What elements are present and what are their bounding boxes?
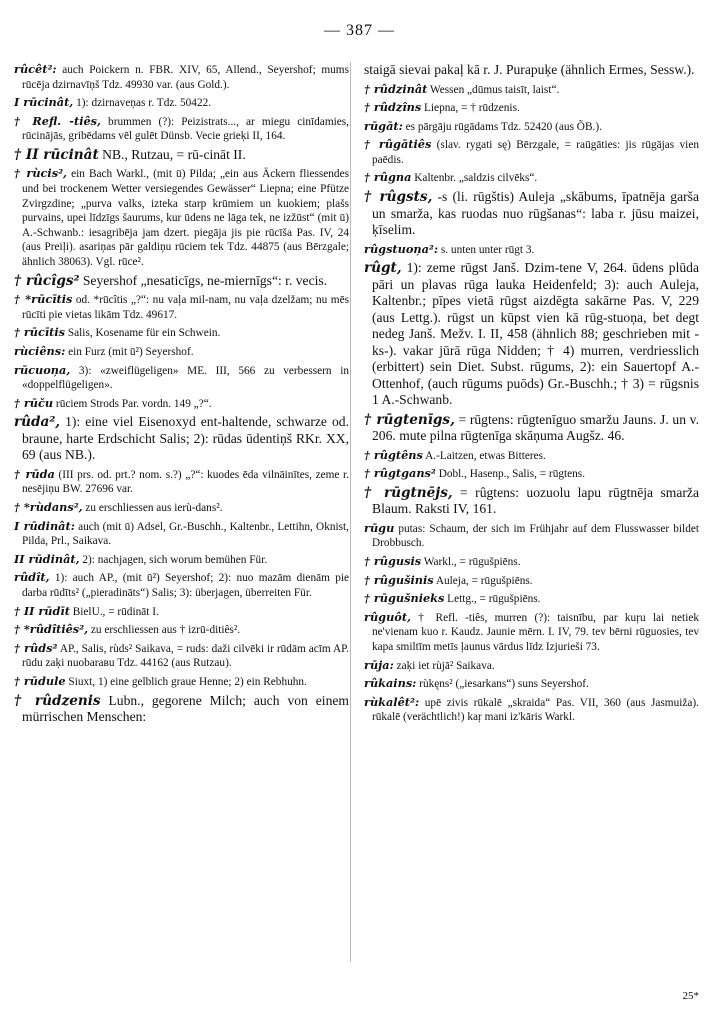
dictionary-entry	[14, 325, 349, 341]
dictionary-entry	[364, 412, 699, 445]
dictionary-entry	[14, 570, 349, 600]
dictionary-entry	[364, 466, 699, 482]
entry-text: es pārgāju rūgādams Tdz. 52420 (aus ÕB.).	[402, 120, 602, 133]
entry-text: ein Bach Warkl., (mit ū) Pilda; „ein aus Äckern fliessendes und bei trockenem Wetter versiegendes Gewässer“ Liepna; eine Pfütze Zvirgzdine; „purva valks, izteka starp krūmiem un kuokiem; plašs purvains, upei līdzīgs šaurums, kur ūdens ne lāga tek, ne izžūst“ (mit ū) A.-Schwanb.: iesagribēja jam dzert. piegāja jis pie rūcīša Pas. IV, 24 (aus Preiļi). asariņas pār galdiņu rūciem tek Tdz. 44875 (aus Bērzgale; ähnlich 38063). Vgl. rūce².	[22, 168, 349, 269]
dictionary-entry	[364, 485, 699, 518]
dictionary-entry	[364, 189, 699, 239]
dictionary-entry	[364, 610, 699, 655]
entry-text: A.-Laitzen, etwas Bitteres.	[422, 449, 546, 462]
dictionary-entry	[14, 95, 349, 111]
entry-text: 1): auch AP., (mit ū²) Seyershof; 2): nuo mazām dienām pie darba rūdīts² („pieradināts“) Salis; 3): überjagen, überreiten Für.	[22, 572, 349, 599]
entry-headword: † *rūcītis	[14, 292, 73, 307]
entry-text: (III prs. od. prt.? nom. s.?) „?“: kuodes ēda vilnāinītes, zeme r. nesējiņu BW. 27696 var.	[22, 468, 349, 496]
dictionary-entry	[364, 658, 699, 674]
entry-text: od. *rūcîtis „?“: nu vaļa mil-nam, nu vaļa dzelžam; nu mēs rūcīti pie vietas likām Tdz. 49617.	[22, 294, 349, 321]
entry-text: auch (mit ū) Adsel, Gr.-Buschh., Kaltenbr., Lettihn, Oknist, Pilda, Prl., Saikava.	[22, 520, 349, 548]
entry-text: ein Furz (mit ū²) Seyershof.	[65, 345, 194, 358]
entry-headword: rûcêt²:	[14, 62, 57, 76]
dictionary-entry	[14, 500, 349, 516]
dictionary-entry	[14, 396, 349, 412]
entry-text: staigā sievai pakaļ kā r. J. Purapuķe (ähnlich Ermes, Sessw.).	[364, 62, 695, 77]
dictionary-entry	[14, 674, 349, 690]
entry-headword: † rûgtgans²	[364, 466, 436, 481]
entry-headword: † rūda	[14, 466, 55, 481]
entry-text: 1): dzirnaveņas r. Tdz. 50422.	[73, 97, 212, 110]
entry-text: Warkl., = rūgušpiēns.	[421, 556, 521, 569]
dictionary-entry	[14, 552, 349, 568]
entry-headword: rûguôt,	[364, 609, 411, 624]
entry-headword: rūcuoņa,	[14, 362, 71, 377]
dictionary-entry	[14, 414, 349, 464]
entry-text: = rûgtens: uozuolu lapu rūgtnēja smarža Blaum. Raksti IV, 161.	[372, 484, 699, 517]
entry-text: rūciem Strods Par. vordn. 149 „?“.	[53, 397, 212, 410]
entry-headword: † rûcîgs²	[14, 272, 80, 289]
entry-text: 1): zeme rūgst Janš. Dzim-tene V, 264. ūdens plūda pāri un plavas rūga lauka Heidenfeld; 3): auch Auleja, Kaltenbr.; pīpes vietā rūgst aizdēgta sakārne Pas. V, 229 (aus Lettg.). rūgst un kūpst vien kā rūg-stuoņa, bet degt nedeg Janš. Mežv. I. II, 458 (ähnlich 88; geschrieben mit -ks-). vakar jūrā rūga Nidden; † 4) murren, verdriesslich (erbittert) sein Diet. Subst. rūgums, 2): ein Sauertopf A.-Ottenhof, (auch rūgums puōds) Gr.-Buschh.; † 3) = rūgsnis 1 A.-Schwanb.	[372, 260, 699, 408]
dictionary-entry	[14, 114, 349, 144]
entry-headword: I rūcinât,	[14, 95, 74, 110]
dictionary-entry	[14, 641, 349, 671]
entry-headword: † rūdule	[14, 673, 66, 688]
entry-headword: † Refl. -tiês,	[14, 113, 101, 128]
dictionary-entry	[364, 62, 699, 79]
entry-text: brummen (?): Peizistrats..., ar miegu cinīdamies, rūcinājās, gribēdams vēl gulēt Dünsb. Vecie grieķi II, 164.	[22, 115, 349, 143]
entry-headword: † rûgātiês	[364, 137, 432, 152]
entry-headword: rûda²,	[14, 414, 61, 431]
entry-headword: † rūcītis	[14, 325, 66, 340]
entry-text: upē zivis rūkalē „skraida“ Pas. VII, 360 (aus Jasmuiža). rūkalē (verächtlich!) kaŗ mani iz'kāris Warkl.	[372, 696, 699, 724]
entry-headword: rûdît,	[14, 570, 50, 585]
dictionary-entry	[14, 519, 349, 549]
entry-headword: rûkains:	[364, 676, 417, 691]
entry-headword: rūgāt:	[364, 118, 403, 133]
dictionary-entry	[364, 573, 699, 589]
dictionary-entry	[14, 273, 349, 290]
entry-headword: † rûdzenis	[14, 692, 101, 709]
entry-text: AP., Salis, rùds² Saikava, = ruds: daži cilvēki ir rūdām acīm AP. rūdu zaķi nuobarавu Tdz. 44162 (aus Rutzau).	[22, 642, 350, 670]
entry-headword: † *rùdans²,	[14, 499, 83, 514]
entry-text: NB., Rutzau, = rū-cināt II.	[98, 146, 246, 162]
signature-mark: 25*	[682, 990, 699, 1002]
column-divider	[350, 62, 351, 962]
entry-headword: † rûds²	[14, 640, 58, 655]
dictionary-entry	[364, 100, 699, 116]
dictionary-entry	[364, 242, 699, 258]
entry-headword: † rūgušnieks	[364, 591, 445, 606]
dictionary-entry	[364, 591, 699, 607]
entry-text: Dobl., Hasenp., Salis, = rūgtens.	[435, 468, 586, 481]
right-column	[364, 62, 699, 728]
entry-text: Lettg., = rūgušpiēns.	[444, 593, 541, 606]
dictionary-entry	[364, 82, 699, 98]
entry-headword: rùciêns:	[14, 343, 66, 358]
entry-headword: rûgstuoņa²:	[364, 241, 439, 256]
entry-headword: † rûdzîns	[364, 100, 422, 115]
entry-headword: † *rûdîtiês²,	[14, 622, 89, 637]
entry-headword: II rūdinât,	[14, 551, 80, 566]
dictionary-entry	[14, 604, 349, 620]
entry-text: s. unten unter rūgt 3.	[438, 243, 535, 256]
dictionary-entry	[364, 137, 699, 167]
dictionary-entry	[14, 62, 349, 92]
entry-text: Siuxt, 1) eine gelblich graue Henne; 2) ein Rebhuhn.	[65, 675, 307, 688]
entry-text: 1): eine viel Eisenoxyd ent-haltende, schwarze od. braune, harte Erdschicht Salis; 2): rūdas ūdentiņš RKr. XX, 69 (aus NB.).	[22, 414, 349, 463]
entry-headword: † II rūdīt	[14, 603, 70, 618]
entry-text: zu erschliessen aus † izrū-ditiês².	[88, 624, 241, 637]
entry-text: Seyershof „nesaticīgs, ne-miernīgs“: r. vecis.	[79, 272, 328, 288]
entry-headword: † rûdzinât	[364, 81, 428, 96]
entry-text: Lubn., gegorene Milch; auch von einem mürrischen Menschen:	[22, 692, 349, 724]
dictionary-entry	[14, 166, 349, 269]
entry-headword: † rùcis²,	[14, 166, 67, 181]
entry-text: auch Poickern n. FBR. XIV, 65, Allend., Seyershof; mums rūcēja dzirnavīņš Tdz. 49930 var. (aus Gold.).	[22, 64, 349, 91]
entry-headword: † rūču	[14, 395, 54, 410]
entry-headword: † rūgtenīgs,	[364, 411, 455, 428]
entry-headword: rûgt,	[364, 260, 402, 277]
entry-headword: † rūgtnējs,	[364, 484, 453, 501]
dictionary-entry	[14, 622, 349, 638]
page-number: — 387 —	[324, 22, 395, 39]
entry-headword: † rûgušinis	[364, 572, 434, 587]
dictionary-entry	[364, 260, 699, 409]
entry-headword: I rūdinât:	[14, 518, 75, 533]
entry-headword: rūgu	[364, 520, 395, 535]
entry-text: 2): nachjagen, sich worum bemühen Für.	[79, 553, 268, 566]
entry-text: = rūgtens: rūgtenīguo smaržu Jauns. J. un v. 206. mute pilna rūgtenīga skāņuma Augšz. 46.	[372, 411, 699, 444]
entry-text: zaķi iet rùjā² Saikava.	[393, 659, 495, 672]
entry-headword: † rûgna	[364, 170, 412, 185]
entry-text: putas: Schaum, der sich im Frühjahr auf dem Flusswasser bildet Drobbusch.	[372, 522, 699, 550]
entry-text: BielU., = rūdināt I.	[69, 605, 159, 618]
entry-headword: rūja:	[364, 657, 394, 672]
entry-text: Liepna, = † rūdzenis.	[421, 102, 520, 115]
entry-text: zu erschliessen aus ierù-dans².	[82, 501, 223, 514]
entry-text: Kaltenbr. „saldzis cilvēks“.	[411, 172, 538, 185]
dictionary-entry	[14, 344, 349, 360]
dictionary-entry	[14, 363, 349, 393]
entry-text: † Refl. -tiês, murren (?): taisnību, par kuŗu lai netiek ne'vienam kuo r. Kaudz. Jaunie mērn. I. IV, 79. tev bērni rūguosies, tev kapa smiltīm metīs ļaunus vārdus līdz Izjurieši 73.	[372, 611, 699, 653]
entry-headword: rùkalêt²:	[364, 694, 420, 709]
dictionary-entry	[14, 467, 349, 497]
entry-headword: † rûgusis	[364, 554, 422, 569]
entry-headword: † rûgtêns	[364, 447, 423, 462]
entry-headword: † II rūcinât	[14, 146, 99, 163]
dictionary-entry	[364, 695, 699, 725]
entry-text: rùkęns² („iesarkans“) suns Seyershof.	[416, 678, 589, 691]
dictionary-entry	[364, 170, 699, 186]
dictionary-entry	[364, 676, 699, 692]
entry-text: 3): «zweiflügeligen» ME. III, 566 zu verbessern in «doppelflügeligen».	[22, 364, 349, 392]
entry-text: Auleja, = rūgušpiēns.	[433, 574, 533, 587]
entry-text: Wessen „dūmus taisīt, laist“.	[427, 83, 560, 96]
dictionary-entry	[364, 554, 699, 570]
entry-text: (slav. rygati sę) Bērzgale, = raūgāties: jis rūgājas vien paēdis.	[372, 139, 699, 166]
entry-text: Salis, Kosename für ein Schwein.	[65, 327, 221, 340]
entry-headword: † rûgsts,	[364, 189, 433, 206]
dictionary-entry	[364, 119, 699, 135]
entry-text: -s (li. rūgštis) Auleja „skābums, īpatnēja garša un smarža, kas ruodas nuo rūgšanas“: laba r. jūsu maizei, ķīselim.	[372, 189, 699, 238]
dictionary-entry	[14, 693, 349, 726]
dictionary-entry	[364, 448, 699, 464]
dictionary-entry	[364, 521, 699, 551]
dictionary-entry	[14, 147, 349, 164]
left-column	[14, 62, 349, 729]
dictionary-entry	[14, 292, 349, 322]
